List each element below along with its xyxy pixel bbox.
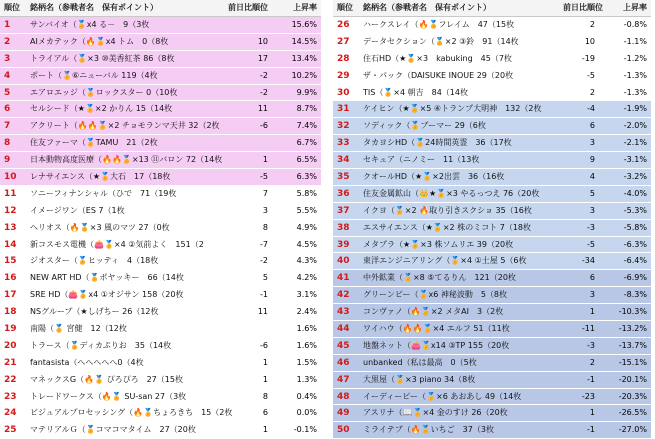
rank-cell: 33 (337, 138, 350, 149)
table-row[interactable] (333, 321, 651, 338)
rise-rate-cell: 13.4% (291, 53, 317, 63)
stock-name-cell: fantasista（へへへへへ0（4枚 (30, 357, 144, 367)
rank-cell: 2 (4, 36, 11, 47)
rank-cell: 6 (4, 104, 11, 115)
table-row[interactable] (0, 321, 321, 338)
table-row[interactable] (0, 372, 321, 389)
prev-rank-change-cell: 9 (589, 155, 595, 165)
prev-rank-change-cell (228, 135, 268, 151)
rise-rate-cell: -27.0% (618, 425, 647, 435)
prev-rank-change-cell: 8 (262, 222, 268, 232)
table-row[interactable] (0, 203, 321, 220)
rise-rate-cell: 1.5% (296, 357, 317, 367)
stock-name-cell: 住友ファーマ（🏅TAMU 21（2枚 (30, 138, 158, 148)
rank-cell: 31 (337, 104, 350, 115)
table-row[interactable] (0, 355, 321, 372)
rank-cell: 45 (337, 340, 350, 351)
table-header (333, 0, 651, 17)
rank-cell: 13 (4, 222, 17, 233)
rise-rate-cell: 5.8% (296, 188, 317, 198)
rise-rate-cell: 4.9% (296, 222, 317, 232)
prev-rank-change-cell: -34 (581, 256, 595, 266)
rank-cell: 30 (337, 87, 350, 98)
prev-rank-change-cell: 1 (589, 408, 595, 418)
prev-rank-change-cell: -7 (260, 239, 268, 249)
prev-rank-change-cell: 8 (262, 391, 268, 401)
rank-cell: 4 (4, 70, 11, 81)
prev-rank-change-cell: -1 (260, 290, 268, 300)
prev-rank-change-cell: 2 (589, 87, 595, 97)
stock-name-cell: ミライテブ（🔥🏅いちご 37（3枚 (363, 425, 494, 435)
rank-cell: 9 (4, 155, 11, 166)
stock-name-cell: アスリナ（📖🏅×4 金のすけ 26（20枚 (363, 408, 508, 418)
rank-cell: 43 (337, 307, 350, 318)
rise-rate-cell: 7.4% (296, 121, 317, 131)
rise-rate-cell: -2.1% (623, 138, 647, 148)
rank-cell: 16 (4, 273, 17, 284)
stock-name-cell: マテリアルＧ（🏅コマコマタイム 27（20枚 (30, 425, 196, 435)
prev-rank-change-cell: 4 (589, 172, 595, 182)
rise-rate-cell: -5.8% (623, 222, 647, 232)
rank-cell: 14 (4, 239, 17, 250)
stock-name-cell: イメージワン（ES 7（1枚 (30, 205, 125, 215)
table-row[interactable] (0, 101, 321, 118)
rank-cell: 21 (4, 357, 17, 368)
prev-rank-change-cell: -2 (260, 256, 268, 266)
rank-cell: 15 (4, 256, 17, 267)
rank-cell: 46 (337, 357, 350, 368)
prev-rank-change-cell (228, 17, 268, 33)
table-row[interactable] (333, 372, 651, 389)
table-row[interactable] (333, 68, 651, 85)
prev-rank-change-cell: -5 (260, 172, 268, 182)
rise-rate-cell: 4.5% (296, 239, 317, 249)
rank-cell: 32 (337, 121, 350, 132)
rise-rate-cell: 6.5% (296, 155, 317, 165)
stock-name-cell: グリーンビー（🏅x6 神秘波動 5（8枚 (363, 290, 508, 300)
stock-name-cell: ワイハウ（🔥🔥🏅×4 エルフ 51（11枚 (363, 324, 510, 334)
table-row[interactable] (333, 237, 651, 254)
prev-rank-change-cell: 3 (262, 205, 268, 215)
rise-rate-cell: 9.9% (296, 87, 317, 97)
stock-name-cell: ヘリオス（🔥🏅×3 風のマツ 27（0枚 (30, 222, 170, 232)
header-rate: 上昇率 (623, 3, 647, 12)
rise-rate-cell: -6.4% (623, 256, 647, 266)
prev-rank-change-cell: 2 (589, 20, 595, 29)
rise-rate-cell: -1.9% (623, 104, 647, 114)
table-row[interactable] (0, 389, 321, 406)
rank-cell: 25 (4, 425, 17, 436)
rise-rate-cell: 1.3% (296, 374, 317, 384)
table-row[interactable] (333, 304, 651, 321)
rank-cell: 49 (337, 408, 350, 419)
table-row[interactable] (333, 220, 651, 237)
stock-name-cell: NSグループ（★しげちー 26（12枚 (30, 307, 159, 317)
prev-rank-change-cell: -2 (260, 70, 268, 80)
table-row[interactable] (333, 405, 651, 422)
table-row[interactable] (333, 152, 651, 169)
rank-cell: 11 (4, 188, 17, 199)
stock-name-cell: ソニーフィナンシャル（ひで 71（19枚 (30, 188, 177, 198)
rise-rate-cell: 4.2% (296, 273, 317, 283)
prev-rank-change-cell: 7 (262, 188, 268, 198)
rank-cell: 39 (337, 239, 350, 250)
stock-name-cell: トライアル（🏅×3 ⑩美香紅茶 86（8枚 (30, 53, 175, 63)
prev-rank-change-cell: 1 (589, 307, 595, 317)
rise-rate-cell: 10.2% (291, 70, 317, 80)
rise-rate-cell: -15.1% (618, 357, 647, 367)
prev-rank-change-cell: 11 (257, 104, 268, 114)
stock-name-cell: トレードワークス（🔥🏅 SU-san 27（3枚 (30, 391, 187, 401)
table-row[interactable] (0, 304, 321, 321)
table-row[interactable] (333, 17, 651, 34)
rise-rate-cell: 2.4% (296, 307, 317, 317)
prev-rank-change-cell: 1 (262, 374, 268, 384)
rank-cell: 37 (337, 205, 350, 216)
rise-rate-cell: -5.3% (623, 205, 647, 215)
prev-rank-change-cell: 17 (257, 53, 268, 63)
table-row[interactable] (333, 338, 651, 355)
prev-rank-change-cell: -19 (581, 53, 595, 63)
rank-cell: 41 (337, 273, 350, 284)
rise-rate-cell: 14.5% (291, 36, 317, 46)
header-name: 銘柄名（参戦者名 保有ポイント） (363, 3, 491, 12)
rank-cell: 28 (337, 53, 350, 64)
rank-cell: 38 (337, 222, 350, 233)
prev-rank-change-cell: -2 (260, 87, 268, 97)
rank-cell: 5 (4, 87, 11, 98)
table-row[interactable] (0, 169, 321, 186)
stock-name-cell: データセクション（🏅×2 ③鈴 91（14枚 (363, 36, 519, 46)
rank-cell: 1 (4, 20, 11, 30)
table-row[interactable] (0, 237, 321, 254)
table-row[interactable] (333, 135, 651, 152)
stock-name-cell: NEW ART HD（🏅ポヤッキー 66（14枚 (30, 273, 184, 283)
table-row[interactable] (333, 287, 651, 304)
table-row[interactable] (333, 186, 651, 203)
stock-name-cell: ビジュアルプロセッシング（🔥🏅ちょろきち 15（2枚 (30, 408, 233, 418)
prev-rank-change-cell: 6 (589, 273, 595, 283)
rank-cell: 35 (337, 172, 350, 183)
rise-rate-cell: 4.3% (296, 256, 317, 266)
header-rank: 順位 (4, 3, 20, 12)
rise-rate-cell: -1.3% (623, 87, 647, 97)
table-row[interactable] (0, 287, 321, 304)
rise-rate-cell: -8.3% (623, 290, 647, 300)
rise-rate-cell: 15.6% (291, 20, 317, 29)
table-row[interactable] (333, 355, 651, 372)
table-row[interactable] (333, 253, 651, 270)
prev-rank-change-cell: -6 (260, 340, 268, 350)
rise-rate-cell: 1.6% (296, 340, 317, 350)
header-prev: 前日比順位 (563, 3, 603, 12)
stock-name-cell: サンバイオ（🏅x4 る－ 9（3枚 (30, 20, 150, 29)
prev-rank-change-cell: 2 (589, 357, 595, 367)
rank-cell: 24 (4, 408, 17, 419)
table-row[interactable] (333, 270, 651, 287)
table-row[interactable] (333, 85, 651, 102)
table-row[interactable] (333, 101, 651, 118)
stock-name-cell: 日本動物高度医療（🔥🔥🏅×13 ⑪バロン 72（14枚 (30, 155, 223, 165)
prev-rank-change-cell: 10 (257, 36, 268, 46)
stock-name-cell: 中外鉱業（🏅×8 ⑤てるりん 121（20枚 (363, 273, 516, 283)
table-row[interactable] (0, 220, 321, 237)
prev-rank-change-cell: -5 (587, 70, 595, 80)
stock-name-cell: ハークスレイ（🔥🏅フレイム 47（15枚 (363, 20, 515, 29)
rise-rate-cell: 6.7% (296, 138, 317, 148)
stock-name-cell: 東洋エンジニアリング（🏅×4 ①土屋 5（6枚 (363, 256, 527, 266)
table-row[interactable] (333, 118, 651, 135)
stock-name-cell: 住友金属鉱山（👑★🏅×3 やるっつえ 76（20枚 (363, 188, 540, 198)
rise-rate-cell: -1.3% (623, 70, 647, 80)
rise-rate-cell: 3.1% (296, 290, 317, 300)
table-row[interactable] (0, 85, 321, 102)
rank-cell: 26 (337, 20, 350, 30)
stock-name-cell: ポート（🏅⑥ニューバル 119（4枚 (30, 70, 158, 80)
stock-name-cell: ケイヒン（★🏅×5 ④トランプ大明神 132（2枚 (363, 104, 542, 114)
rank-cell: 17 (4, 290, 17, 301)
rank-cell: 18 (4, 307, 17, 318)
prev-rank-change-cell: -11 (581, 324, 595, 334)
rank-cell: 44 (337, 324, 350, 335)
ranking-table-right (333, 0, 651, 439)
rank-cell: 10 (4, 172, 17, 183)
stock-name-cell: コンヴァノ（🔥🏅×2 メタAI 3（2枚 (363, 307, 504, 317)
rank-cell: 42 (337, 290, 350, 301)
rise-rate-cell: 8.7% (296, 104, 317, 114)
rank-cell: 27 (337, 36, 350, 47)
table-row[interactable] (0, 405, 321, 422)
stock-name-cell: エスサイエンス（★🏅×2 株のミコト 7（18枚 (363, 222, 531, 232)
prev-rank-change-cell: 11 (257, 307, 268, 317)
panel-divider (321, 0, 333, 426)
prev-rank-change-cell: 3 (589, 138, 595, 148)
table-row[interactable] (0, 253, 321, 270)
prev-rank-change-cell: 1 (262, 357, 268, 367)
prev-rank-change-cell: 1 (262, 425, 268, 435)
table-row[interactable] (333, 51, 651, 68)
prev-rank-change-cell (228, 321, 268, 337)
table-row[interactable] (333, 34, 651, 51)
stock-name-cell: 地盤ネット（👛🏅x14 ③TP 155（20枚 (363, 340, 510, 350)
table-row[interactable] (0, 135, 321, 152)
rank-cell: 48 (337, 391, 350, 402)
rise-rate-cell: -1.1% (623, 36, 647, 46)
rank-cell: 29 (337, 70, 350, 81)
rise-rate-cell: -6.3% (623, 239, 647, 249)
prev-rank-change-cell: 5 (589, 188, 595, 198)
rise-rate-cell: -10.3% (618, 307, 647, 317)
prev-rank-change-cell: -23 (581, 391, 595, 401)
rank-cell: 40 (337, 256, 350, 267)
prev-rank-change-cell: 1 (262, 155, 268, 165)
prev-rank-change-cell: -3 (587, 222, 595, 232)
rank-cell: 36 (337, 188, 350, 199)
prev-rank-change-cell: 6 (262, 408, 268, 418)
table-row[interactable] (0, 152, 321, 169)
stock-name-cell: TIS（🏅×4 朝吉 84（14枚 (363, 87, 468, 97)
stock-name-cell: アクリート（🔥🔥🏅×2 チョモランマ天井 32（2枚 (30, 121, 220, 131)
table-body-left (0, 17, 321, 439)
stock-name-cell: タカヨシHD（🏅24時間英霊 36（17枚 (363, 138, 512, 148)
table-header (0, 0, 321, 17)
stock-name-cell: 新コスモス電機（👛🏅×4 ②気前よく 151（2 (30, 239, 204, 249)
rise-rate-cell: 6.3% (296, 172, 317, 182)
stock-name-cell: セキュア（ニノミー 11（13枚 (363, 155, 480, 165)
header-rate: 上昇率 (293, 3, 317, 12)
rise-rate-cell: -26.5% (618, 408, 647, 418)
stock-name-cell: ソディック（🏅ブーマー 29（6枚 (363, 121, 486, 131)
prev-rank-change-cell: 5 (262, 273, 268, 283)
rank-cell: 34 (337, 155, 350, 166)
table-row[interactable] (333, 422, 651, 439)
rise-rate-cell: -4.0% (623, 188, 647, 198)
prev-rank-change-cell: -6 (260, 121, 268, 131)
rank-cell: 7 (4, 121, 11, 132)
rank-cell: 8 (4, 138, 11, 149)
table-row[interactable] (333, 169, 651, 186)
prev-rank-change-cell: 6 (589, 121, 595, 131)
prev-rank-change-cell: 3 (589, 290, 595, 300)
table-row[interactable] (0, 422, 321, 439)
rank-cell: 20 (4, 340, 17, 351)
rise-rate-cell: -13.7% (618, 340, 647, 350)
rise-rate-cell: -0.1% (293, 425, 317, 435)
prev-rank-change-cell: -1 (587, 374, 595, 384)
rise-rate-cell: -1.2% (623, 53, 647, 63)
rise-rate-cell: -20.1% (618, 374, 647, 384)
stock-name-cell: イクヨ（🏅×2 🔥取り引きスクショ 35（16枚 (363, 205, 532, 215)
table-row[interactable] (0, 118, 321, 135)
rank-cell: 23 (4, 391, 17, 402)
rank-cell: 3 (4, 53, 11, 64)
table-row[interactable] (0, 51, 321, 68)
table-row[interactable] (0, 68, 321, 85)
rise-rate-cell: 0.0% (296, 408, 317, 418)
header-rank: 順位 (337, 3, 353, 12)
stock-name-cell: 南陽（🏅 宮健 12（12枚 (30, 324, 127, 334)
table-row[interactable] (333, 203, 651, 220)
table-row[interactable] (0, 17, 321, 34)
stock-name-cell: レナサイエンス（★🏅大石 17（18枚 (30, 172, 171, 182)
rank-cell: 22 (4, 374, 17, 385)
table-body-right (333, 17, 651, 439)
prev-rank-change-cell: -3 (587, 340, 595, 350)
table-row[interactable] (0, 338, 321, 355)
rise-rate-cell: -6.9% (623, 273, 647, 283)
rank-cell: 12 (4, 205, 17, 216)
stock-name-cell: 住石HD（★🏅×3 kabuking 45（7枚 (363, 53, 512, 63)
rise-rate-cell: -20.3% (618, 391, 647, 401)
header-name: 銘柄名（参戦者名 保有ポイント） (30, 3, 158, 12)
stock-name-cell: クオールHD（★🏅×2出雲 36（16枚 (363, 172, 505, 182)
stock-name-cell: AIメカテック（🔥🏅x4 トム 0（8枚 (30, 36, 169, 46)
rise-rate-cell: -3.1% (623, 155, 647, 165)
prev-rank-change-cell: 3 (589, 205, 595, 215)
table-row[interactable] (0, 270, 321, 287)
stock-name-cell: SRE HD（👛🏅x4 ①オジサン 158（20枚 (30, 290, 184, 300)
rise-rate-cell: 5.5% (296, 205, 317, 215)
stock-name-cell: ザ・パック（DAISUKE INOUE 29（20枚 (363, 70, 514, 80)
stock-name-cell: 大黒屋（🏅×3 piano 34（8枚 (363, 374, 476, 384)
rise-rate-cell: 0.4% (296, 391, 317, 401)
rise-rate-cell: -0.8% (623, 20, 647, 29)
rank-cell: 19 (4, 324, 17, 335)
stock-name-cell: ジオスター（🏅ヒッティ 4（18枚 (30, 256, 159, 266)
rank-cell: 47 (337, 374, 350, 385)
stock-name-cell: トラース（🏅ディカぷりお 35（14枚 (30, 340, 172, 350)
prev-rank-change-cell: -4 (587, 104, 595, 114)
prev-rank-change-cell: -1 (587, 425, 595, 435)
table-row[interactable] (0, 34, 321, 51)
rise-rate-cell: 1.6% (296, 324, 317, 334)
ranking-table-left (0, 0, 321, 439)
rank-cell: 50 (337, 425, 350, 436)
stock-name-cell: イーディーピー（🏅×6 あおあし 49（14枚 (363, 391, 522, 401)
stock-name-cell: unbanked（私は最高 0（5枚 (363, 357, 477, 367)
stock-name-cell: マネックスG（🔥🏅 ぴろぴろ 27（15枚 (30, 374, 183, 384)
stock-name-cell: セルシード（★🏅×2 かりん 15（14枚 (30, 104, 173, 114)
stock-name-cell: エアロエッジ（🏅ロックスター 0（10枚 (30, 87, 178, 97)
stock-name-cell: メタプラ（★🏅×3 株ソムリエ 39（20枚 (363, 239, 514, 249)
header-prev: 前日比順位 (228, 3, 268, 12)
rise-rate-cell: -2.0% (623, 121, 647, 131)
table-row[interactable] (333, 389, 651, 406)
prev-rank-change-cell: 10 (584, 36, 595, 46)
rise-rate-cell: -3.2% (623, 172, 647, 182)
table-row[interactable] (0, 186, 321, 203)
prev-rank-change-cell: -5 (587, 239, 595, 249)
rise-rate-cell: -13.2% (618, 324, 647, 334)
